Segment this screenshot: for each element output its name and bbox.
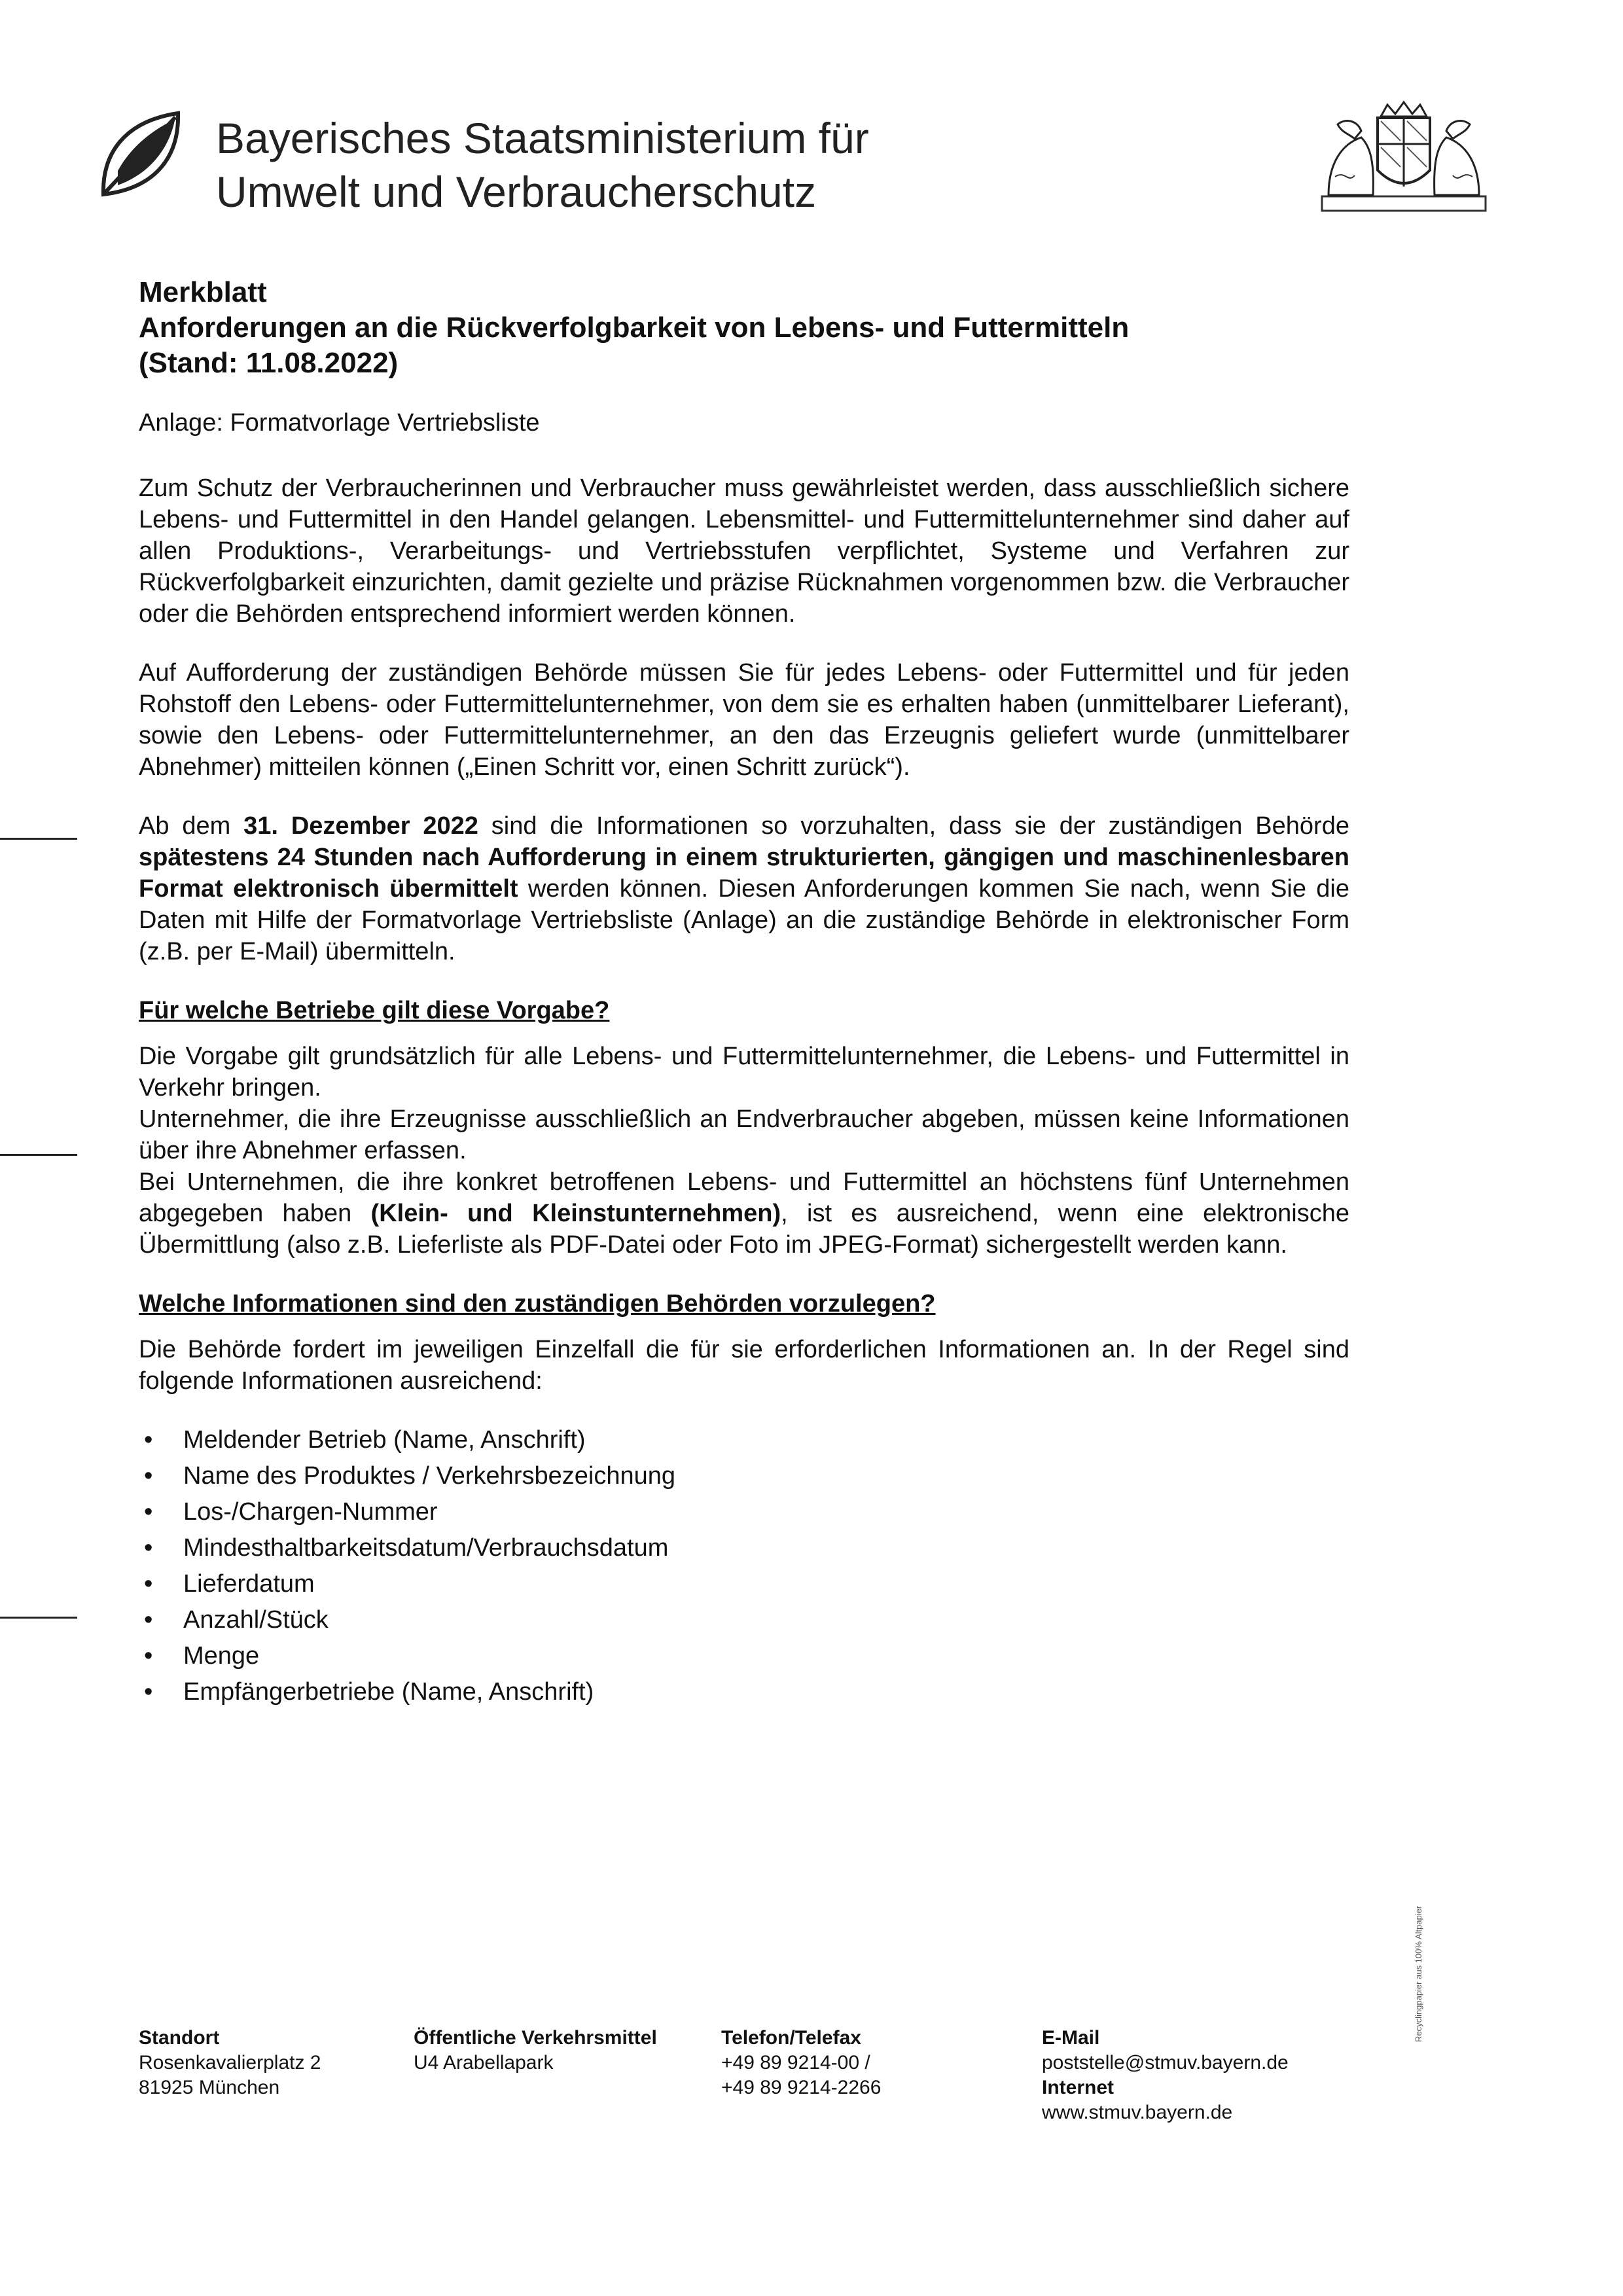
footer-location-heading: Standort <box>139 2027 220 2049</box>
list-item: • Los-/Chargen-Nummer <box>139 1496 1349 1528</box>
footer-internet-heading: Internet <box>1042 2077 1115 2098</box>
footer-location-city: 81925 München <box>139 2077 280 2098</box>
intro-paragraph-1: Zum Schutz der Verbraucherinnen und Verbraucher muss gewährleistet werden, dass ausschließlich sichere Lebens- und Futtermittel in den Handel gelangen. Lebensmittel- und Futtermittelunternehmer sind daher auf allen Produktions-, Verarbeitungs- und Vertriebsstufen verpflichtet, Systeme und Verfahren zur Rückverfolgbarkeit einzurichten, damit gezielte und präzise Rücknahmen vorgenommen bzw. die Verbraucher oder die Behörden entsprechend informiert werden können. <box>139 475 1349 628</box>
list-item: • Meldender Betrieb (Name, Anschrift) <box>139 1424 1349 1456</box>
document-body <box>139 275 1349 1747</box>
intro-paragraph-2: Auf Aufforderung der zuständigen Behörde müssen Sie für jedes Lebens- oder Futtermittel und für jeden Rohstoff den Lebens- oder Futtermittelunternehmer, von dem sie es erhalten haben (unmittelbarer Lieferant), sowie den Lebens- oder Futtermittelunternehmer, an den das Erzeugnis geliefert wurde (unmittelbarer Abnehmer) mitteilen können („Einen Schritt vor, einen Schritt zurück“). <box>139 659 1349 781</box>
deadline-text-2: sind die Informationen so vorzuhalten, dass sie der zuständigen Behörde <box>478 812 1349 840</box>
scope-paragraph-2: Unternehmer, die ihre Erzeugnisse ausschließlich an Endverbraucher abgeben, müssen keine Informationen über ihre Abnehmer erfassen. <box>139 1105 1349 1164</box>
recycling-note: Recyclingpapier aus 100% Altpapier <box>1414 1905 1423 2042</box>
document-type-label: Merkblatt <box>139 276 267 308</box>
list-item: • Mindesthaltbarkeitsdatum/Verbrauchsdatum <box>139 1532 1349 1564</box>
ministry-leaf-logo <box>98 108 183 200</box>
list-item: • Menge <box>139 1640 1349 1672</box>
scope-paragraph-3 <box>139 1166 1349 1261</box>
footer-transport-heading: Öffentliche Verkehrsmittel <box>414 2027 657 2049</box>
ministry-name-line1: Bayerisches Staatsministerium für <box>216 114 869 162</box>
required-info-list <box>139 1424 1349 1708</box>
ministry-name-line2: Umwelt und Verbraucherschutz <box>216 168 817 216</box>
footer-website-link[interactable]: www.stmuv.bayern.de <box>1042 2102 1233 2123</box>
list-item: • Name des Produktes / Verkehrsbezeichnung <box>139 1460 1349 1492</box>
punch-mark <box>0 1154 77 1156</box>
deadline-text-3: werden können. Diesen Anforderungen kommen Sie nach, wenn Sie die Daten mit Hilfe der Formatvorlage Vertriebsliste (Anlage) an die zuständige Behörde in elektronischer Form (z.B. per E-Mail) übermitteln. <box>139 875 1349 965</box>
footer-phone-number: +49 89 9214-00 / <box>721 2052 870 2073</box>
list-item: • Empfängerbetriebe (Name, Anschrift) <box>139 1676 1349 1708</box>
deadline-date: 31. Dezember 2022 <box>243 812 478 840</box>
footer-email-heading: E-Mail <box>1042 2027 1100 2049</box>
scope-small-enterprises: (Klein- und Kleinstunternehmen) <box>370 1200 781 1227</box>
fold-mark-top <box>0 838 77 840</box>
deadline-paragraph <box>139 810 1349 967</box>
footer-fax-number: +49 89 9214-2266 <box>721 2077 882 2098</box>
info-paragraph: Die Behörde fordert im jeweiligen Einzelfall die für sie erforderlichen Informationen an. In der Regel sind folgende Informationen ausreichend: <box>139 1336 1349 1395</box>
coat-of-arms-emblem <box>1315 98 1492 216</box>
footer-phone-heading: Telefon/Telefax <box>721 2027 861 2049</box>
scope-heading: Für welche Betriebe gilt diese Vorgabe? <box>139 997 610 1024</box>
deadline-requirement: spätestens 24 Stunden nach Aufforderung in einem strukturierten, gängigen und maschinenlesbaren Format elektronisch übermittelt <box>139 844 1349 903</box>
annex-note: Anlage: Formatvorlage Vertriebsliste <box>139 409 540 437</box>
list-item: • Lieferdatum <box>139 1568 1349 1600</box>
list-item: • Anzahl/Stück <box>139 1604 1349 1636</box>
scope-paragraph-3-text-1: Bei Unternehmen, die ihre konkret betroffenen Lebens- und Futtermittel an höchstens fünf Unternehmen abgegeben haben <box>139 1168 1349 1227</box>
info-heading: Welche Informationen sind den zuständigen Behörden vorzulegen? <box>139 1290 936 1318</box>
deadline-text-1: Ab dem <box>139 812 244 840</box>
footer-email-link[interactable]: poststelle@stmuv.bayern.de <box>1042 2052 1289 2073</box>
footer-location <box>139 2026 321 2100</box>
footer-transport <box>414 2026 657 2075</box>
ministry-name <box>216 111 869 219</box>
footer-phone <box>721 2026 881 2100</box>
fold-mark-bottom <box>0 1617 77 1619</box>
document-title: Anforderungen an die Rückverfolgbarkeit von Lebens- und Futtermitteln <box>139 312 1130 344</box>
footer-transport-line: U4 Arabellapark <box>414 2052 554 2073</box>
document-date: (Stand: 11.08.2022) <box>139 347 399 379</box>
scope-paragraph-3-text-2: , ist es ausreichend, wenn eine elektronische Übermittlung (also z.B. Lieferliste als PDF-Datei oder Foto im JPEG-Format) sichergestellt werden kann. <box>139 1200 1349 1259</box>
footer-contact <box>1042 2026 1289 2125</box>
scope-paragraph-1: Die Vorgabe gilt grundsätzlich für alle Lebens- und Futtermittelunternehmer, die Lebens- und Futtermittel in Verkehr bringen. <box>139 1043 1349 1102</box>
footer-location-street: Rosenkavalierplatz 2 <box>139 2052 321 2073</box>
